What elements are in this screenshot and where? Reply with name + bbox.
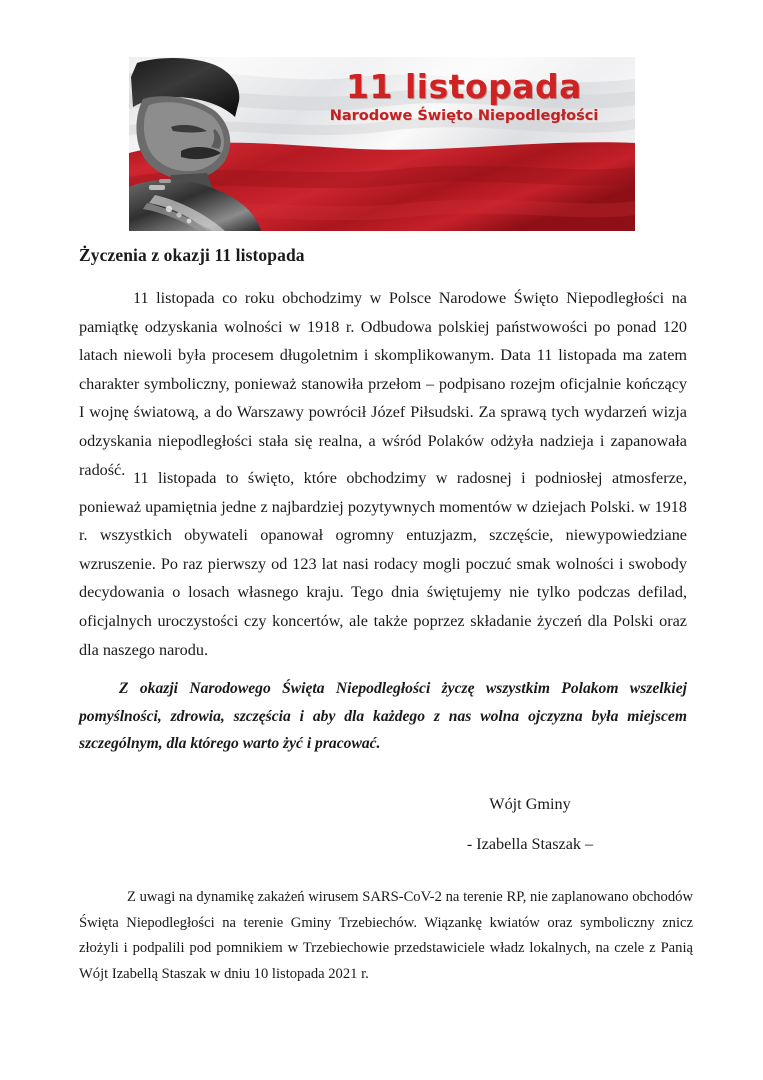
signature-name: - Izabella Staszak – bbox=[466, 834, 594, 853]
signature-title: Wójt Gminy bbox=[489, 795, 571, 813]
wishes-block bbox=[79, 675, 687, 758]
page-title: Życzenia z okazji 11 listopada bbox=[79, 245, 305, 265]
independence-day-banner-image bbox=[129, 57, 635, 231]
paragraph-block-2 bbox=[79, 464, 687, 664]
paragraph-block-1 bbox=[79, 284, 687, 484]
polish-flag-graphic bbox=[129, 57, 635, 231]
footnote-text: Z uwagi na dynamikę zakażeń wirusem SARS-CoV-2 na terenie RP, nie zaplanowano obchodów Święta Niepodległości na terenie Gminy Trzebiechów. Wiązankę kwiatów oraz symboliczny znicz złożyli i podpalili pod pomnikiem w Trzebiechowie przedstawiciele władz lokalnych, na czele z Panią Wójt Izabellą Staszak w dniu 10 listopada 2021 r. bbox=[79, 889, 693, 982]
paragraph-1-text: 11 listopada co roku obchodzimy w Polsce Narodowe Święto Niepodległości na pamiątkę odzyskania wolności w 1918 r. Odbudowa polskiej państwowości po ponad 120 latach niewoli była procesem długoletnim i skomplikowanym. Data 11 listopada ma zatem charakter symboliczny, ponieważ stanowiła przełom – podpisano rozejm oficjalnie kończący I wojnę światową, a do Warszawy powrócił Józef Piłsudski. Za sprawą tych wydarzeń wizja odzyskania niepodległości stała się realna, a wśród Polaków odżyła nadzieja i zapanowała radość. bbox=[79, 289, 687, 479]
signature-block bbox=[380, 790, 680, 858]
wishes-text: Z okazji Narodowego Święta Niepodległości życzę wszystkim Polakom wszelkiej pomyślności, zdrowia, szczęścia i aby dla każdego z nas wolna ojczyzna była miejscem szczególnym, dla którego warto żyć i pracować. bbox=[79, 680, 687, 752]
banner-title: 11 listopada bbox=[346, 67, 582, 106]
footnote-block bbox=[79, 885, 693, 987]
banner-subtitle: Narodowe Święto Niepodległości bbox=[329, 108, 599, 124]
paragraph-2-text: 11 listopada to święto, które obchodzimy w radosnej i podniosłej atmosferze, ponieważ upamiętnia jedne z najbardziej pozytywnych momentów w dziejach Polski. w 1918 r. wszystkich obywateli opanował ogromny entuzjazm, szczęście, niewypowiedziane wzruszenie. Po raz pierwszy od 123 lat nasi rodacy mogli poczuć smak wolności i swobody decydowania o losach własnego kraju. Tego dnia świętujemy nie tylko podczas defilad, oficjalnych uroczystości czy koncertów, ale także poprzez składanie życzeń dla Polski oraz dla naszego narodu. bbox=[79, 469, 687, 659]
